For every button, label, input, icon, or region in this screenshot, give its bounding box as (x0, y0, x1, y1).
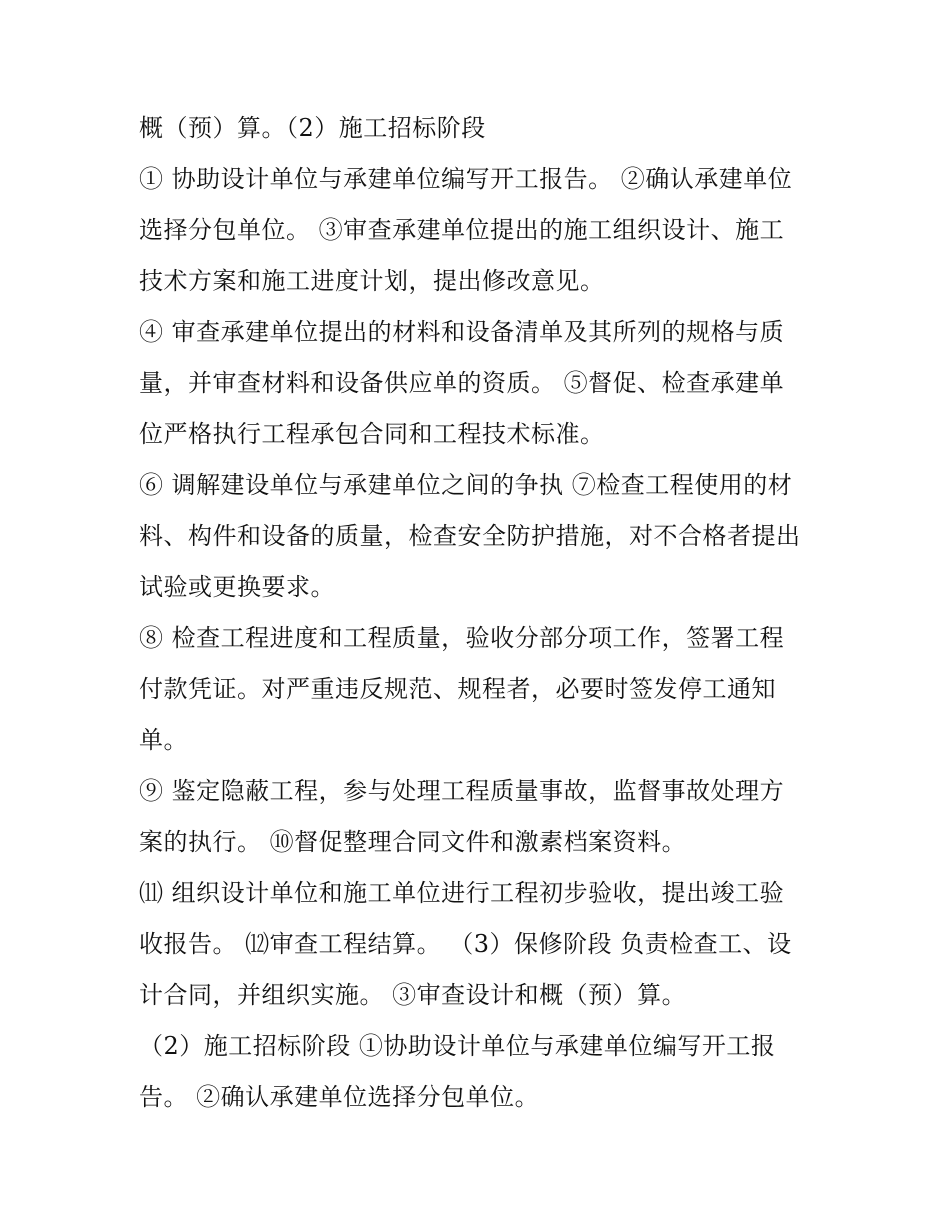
text-line: ⑥ 调解建设单位与承建单位之间的争执 ⑦检查工程使用的材 (139, 471, 793, 499)
text-line: ⑾ 组织设计单位和施工单位进行工程初步验收，提出竣工验 (139, 879, 785, 907)
text-line: 告。 ②确认承建单位选择分包单位。 (139, 1083, 540, 1111)
text-line: 量，并审查材料和设备供应单的资质。 ⑤督促、检查承建单 (139, 369, 785, 397)
text-line: ④ 审查承建单位提出的材料和设备清单及其所列的规格与质 (139, 318, 785, 346)
text-line: ① 协助设计单位与承建单位编写开工报告。 ②确认承建单位 (139, 165, 793, 193)
text-line: 计合同，并组织实施。 ③审查设计和概（预）算。 (139, 981, 687, 1009)
text-line: 技术方案和施工进度计划，提出修改意见。 (139, 267, 605, 295)
text-line: ⑧ 检查工程进度和工程质量，验收分部分项工作，签署工程 (139, 624, 785, 652)
text-line: 料、构件和设备的质量，检查安全防护措施，对不合格者提出 (139, 522, 801, 550)
text-line: 单。 (139, 726, 188, 754)
text-line: 概（预）算。（2）施工招标阶段 (139, 114, 486, 142)
text-line: 案的执行。 ⑩督促整理合同文件和激素档案资料。 (139, 828, 687, 856)
text-line: （2）施工招标阶段 ①协助设计单位与承建单位编写开工报 (139, 1032, 776, 1060)
text-line: 位严格执行工程承包合同和工程技术标准。 (139, 420, 605, 448)
document-body (139, 103, 819, 1123)
text-line: 付款凭证。对严重违反规范、规程者，必要时签发停工通知 (139, 675, 776, 703)
text-line: 选择分包单位。 ③审查承建单位提出的施工组织设计、施工 (139, 216, 785, 244)
text-line: 收报告。 ⑿审查工程结算。 （3）保修阶段 负责检查工、设 (139, 930, 792, 958)
text-line: ⑨ 鉴定隐蔽工程，参与处理工程质量事故，监督事故处理方 (139, 777, 785, 805)
text-line: 试验或更换要求。 (139, 573, 335, 601)
